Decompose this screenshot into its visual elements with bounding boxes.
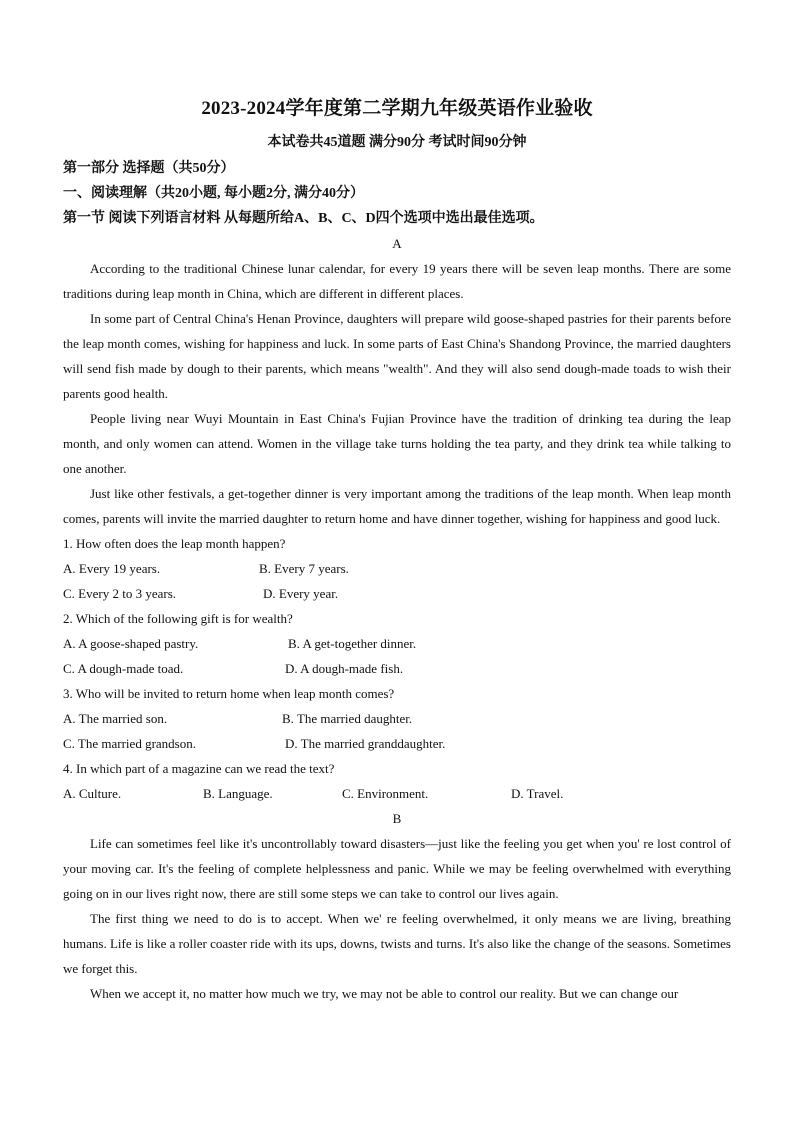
question-stem: 1. How often does the leap month happen?	[63, 536, 286, 551]
option: A. Every 19 years.	[63, 561, 161, 576]
exam-info: 本试卷共45道题 满分90分 考试时间90分钟	[267, 135, 527, 150]
option-row	[63, 656, 731, 681]
question-stem: 2. Which of the following gift is for wealth?	[63, 611, 293, 626]
option: D. A dough-made fish.	[285, 661, 404, 676]
option: C. The married grandson.	[63, 736, 196, 751]
passage-label-b: B	[392, 811, 402, 826]
section-heading: 一、阅读理解（共20小题, 每小题2分, 满分40分）	[63, 186, 364, 201]
exam-body	[63, 156, 731, 1006]
question-stem: 4. In which part of a magazine can we read the text?	[63, 761, 335, 776]
option: A. A goose-shaped pastry.	[63, 636, 199, 651]
option: B. The married daughter.	[282, 711, 413, 726]
paragraph: Just like other festivals, a get-together dinner is very important among the traditions of the leap month. When leap month comes, parents will invite the married daughter to return home and have dinner together, wishing for happiness and good luck.	[63, 486, 731, 526]
page-title: 2023-2024学年度第二学期九年级英语作业验收	[201, 98, 593, 119]
part-heading: 第一部分 选择题（共50分）	[63, 161, 235, 176]
option-row	[63, 706, 731, 731]
option: C. Environment.	[342, 786, 429, 801]
option: B. Every 7 years.	[259, 561, 349, 576]
option-row	[63, 631, 731, 656]
option-row	[63, 731, 731, 756]
option: A. Culture.	[63, 786, 122, 801]
option: A. The married son.	[63, 711, 168, 726]
option: B. Language.	[203, 786, 273, 801]
option: D. Every year.	[263, 586, 339, 601]
question-stem: 3. Who will be invited to return home when leap month comes?	[63, 686, 395, 701]
paragraph: In some part of Central China's Henan Province, daughters will prepare wild goose-shaped pastries for their parents before the leap month comes, wishing for happiness and luck. In some parts of East China's Shandong Province, the married daughters will send fish made by dough to their parents, which means "wealth". And they will also send dough-made toads to wish their parents good health.	[63, 311, 731, 401]
paragraph: Life can sometimes feel like it's uncontrollably toward disasters—just like the feeling you get when you' re lost control of your moving car. It's the feeling of complete helplessness and panic. While we may be feeling overwhelmed with everything going on in our lives right now, there are still some steps we can take to control our lives again.	[63, 836, 731, 901]
paragraph: People living near Wuyi Mountain in East China's Fujian Province have the tradition of drinking tea during the leap month, and only women can attend. Women in the village take turns holding the tea party, and they drink tea while talking to one another.	[63, 411, 731, 476]
option: D. Travel.	[511, 786, 564, 801]
paragraph: When we accept it, no matter how much we try, we may not be able to control our reality. But we can change our	[90, 986, 679, 1001]
option-row	[63, 581, 731, 606]
option: C. Every 2 to 3 years.	[63, 586, 177, 601]
instruction-heading: 第一节 阅读下列语言材料 从每题所给A、B、C、D四个选项中选出最佳选项。	[63, 211, 544, 226]
option: B. A get-together dinner.	[288, 636, 417, 651]
passage-label-a: A	[392, 236, 402, 251]
paragraph: According to the traditional Chinese lunar calendar, for every 19 years there will be seven leap months. There are some traditions during leap month in China, which are different in different places.	[63, 261, 731, 301]
paragraph: The first thing we need to do is to accept. When we' re feeling overwhelmed, it only means we are living, breathing humans. Life is like a roller coaster ride with its ups, downs, twists and turns. It's also like the change of the seasons. Sometimes we forget this.	[63, 911, 731, 976]
option-row	[63, 556, 731, 581]
option-row	[63, 781, 731, 806]
option: C. A dough-made toad.	[63, 661, 184, 676]
option: D. The married granddaughter.	[285, 736, 446, 751]
